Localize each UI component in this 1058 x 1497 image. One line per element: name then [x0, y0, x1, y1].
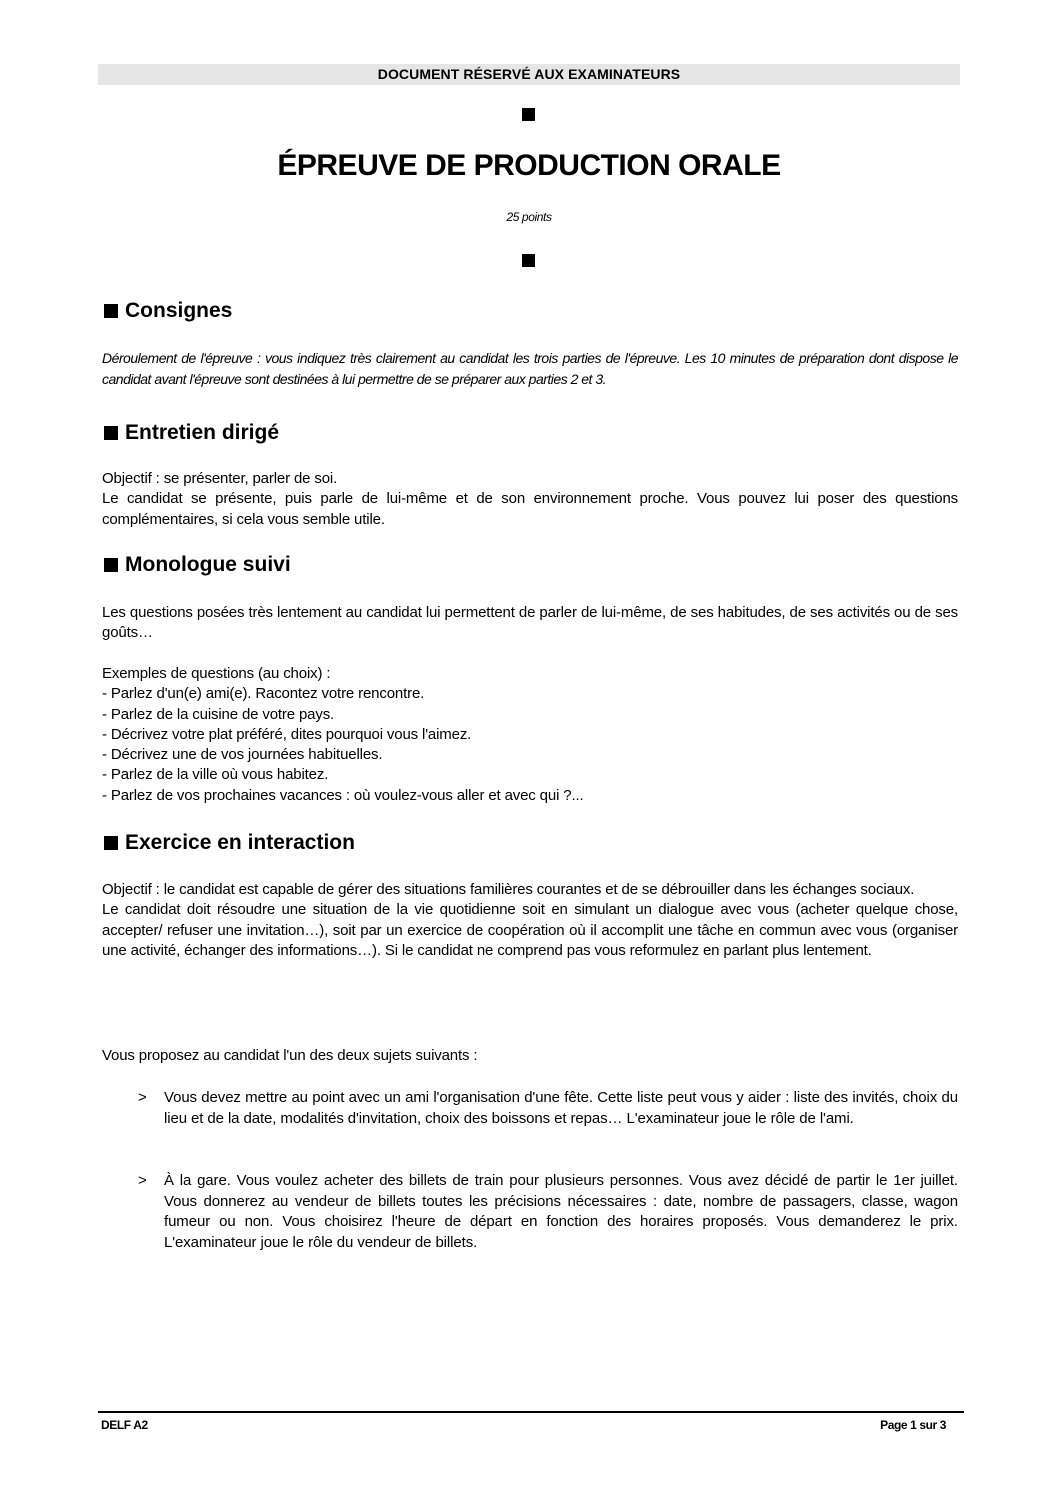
page-number: Page 1 sur 3: [880, 1418, 946, 1432]
chevron-right-icon: >: [138, 1089, 147, 1106]
examiner-banner: DOCUMENT RÉSERVÉ AUX EXAMINATEURS: [98, 64, 960, 85]
monologue-examples: [102, 664, 958, 806]
square-bullet-icon: [522, 254, 535, 267]
entretien-block: [102, 469, 958, 530]
square-bullet-icon: [104, 304, 118, 318]
square-bullet-icon: [104, 558, 118, 572]
list-item: - Parlez d'un(e) ami(e). Racontez votre rencontre.: [102, 685, 425, 703]
chevron-right-icon: >: [138, 1172, 147, 1189]
interaction-block: [102, 880, 958, 961]
heading-text: Monologue suivi: [125, 553, 291, 576]
footer-divider: [98, 1411, 964, 1413]
heading-text: Consignes: [125, 299, 233, 322]
page-title: ÉPREUVE DE PRODUCTION ORALE: [277, 149, 781, 182]
consignes-text: Déroulement de l'épreuve : vous indiquez très clairement au candidat les trois parties de l'épreuve. Les 10 minutes de préparation dont dispose le candidat avant l'épreuve sont destinées à lui permettre de se préparer aux parties 2 et 3.: [102, 350, 958, 387]
heading-text: Entretien dirigé: [125, 421, 280, 444]
section-heading-consignes: [104, 297, 232, 325]
interaction-objective: Objectif : le candidat est capable de gérer des situations familières courantes et de se débrouiller dans les échanges sociaux.: [102, 881, 915, 898]
subjects-intro: Vous proposez au candidat l'un des deux sujets suivants :: [102, 1047, 478, 1064]
section-heading-entretien: [104, 419, 279, 447]
section-heading-interaction: [104, 829, 355, 857]
square-bullet-icon: [104, 836, 118, 850]
section-heading-monologue: [104, 551, 291, 579]
square-bullet-icon: [522, 108, 535, 121]
interaction-text: Le candidat doit résoudre une situation de la vie quotidienne soit en simulant un dialogue avec vous (acheter quelque chose, accepter/ refuser une invitation…), soit par un exercice de coopération où il accomplit une tâche en commun avec vous (organiser une activité, échanger des informations…). Si le candidat ne comprend pas vous reformulez en parlant plus lentement.: [102, 901, 958, 959]
list-item: - Décrivez votre plat préféré, dites pourquoi vous l'aimez.: [102, 725, 472, 743]
square-bullet-icon: [104, 426, 118, 440]
list-item: [138, 1088, 958, 1129]
subject-text: Vous devez mettre au point avec un ami l'organisation d'une fête. Cette liste peut vous y aider : liste des invités, choix du lieu et de la date, modalités d'invitation, choix des boissons et repas… L'examinateur joue le rôle de l'ami.: [164, 1089, 958, 1127]
list-item: [138, 1171, 958, 1253]
monologue-text: Les questions posées très lentement au candidat lui permettent de parler de lui-même, de ses habitudes, de ses activités ou de ses goûts…: [102, 604, 958, 642]
entretien-text: Le candidat se présente, puis parle de lui-même et de son environnement proche. Vous pouvez lui poser des questions complémentaires, si cela vous semble utile.: [102, 490, 958, 528]
examples-intro: Exemples de questions (au choix) :: [102, 665, 331, 682]
subject-text: À la gare. Vous voulez acheter des billets de train pour plusieurs personnes. Vous avez décidé de partir le 1er juillet. Vous donnerez au vendeur de billets toutes les précisions nécessaires : date, nombre de passagers, classe, wagon fumeur ou non. Vous choisirez l'heure de départ en fonction des horaires proposés. Vous demanderez le prix. L'examinateur joue le rôle du vendeur de billets.: [164, 1172, 958, 1251]
list-item: - Parlez de la cuisine de votre pays.: [102, 705, 335, 723]
entretien-objective: Objectif : se présenter, parler de soi.: [102, 470, 338, 487]
list-item: - Décrivez une de vos journées habituelles.: [102, 746, 383, 764]
heading-text: Exercice en interaction: [125, 831, 355, 854]
list-item: - Parlez de vos prochaines vacances : où voulez-vous aller et avec qui ?...: [102, 786, 584, 804]
points-label: 25 points: [506, 210, 552, 224]
footer-exam-label: DELF A2: [101, 1418, 148, 1432]
list-item: - Parlez de la ville où vous habitez.: [102, 766, 329, 784]
